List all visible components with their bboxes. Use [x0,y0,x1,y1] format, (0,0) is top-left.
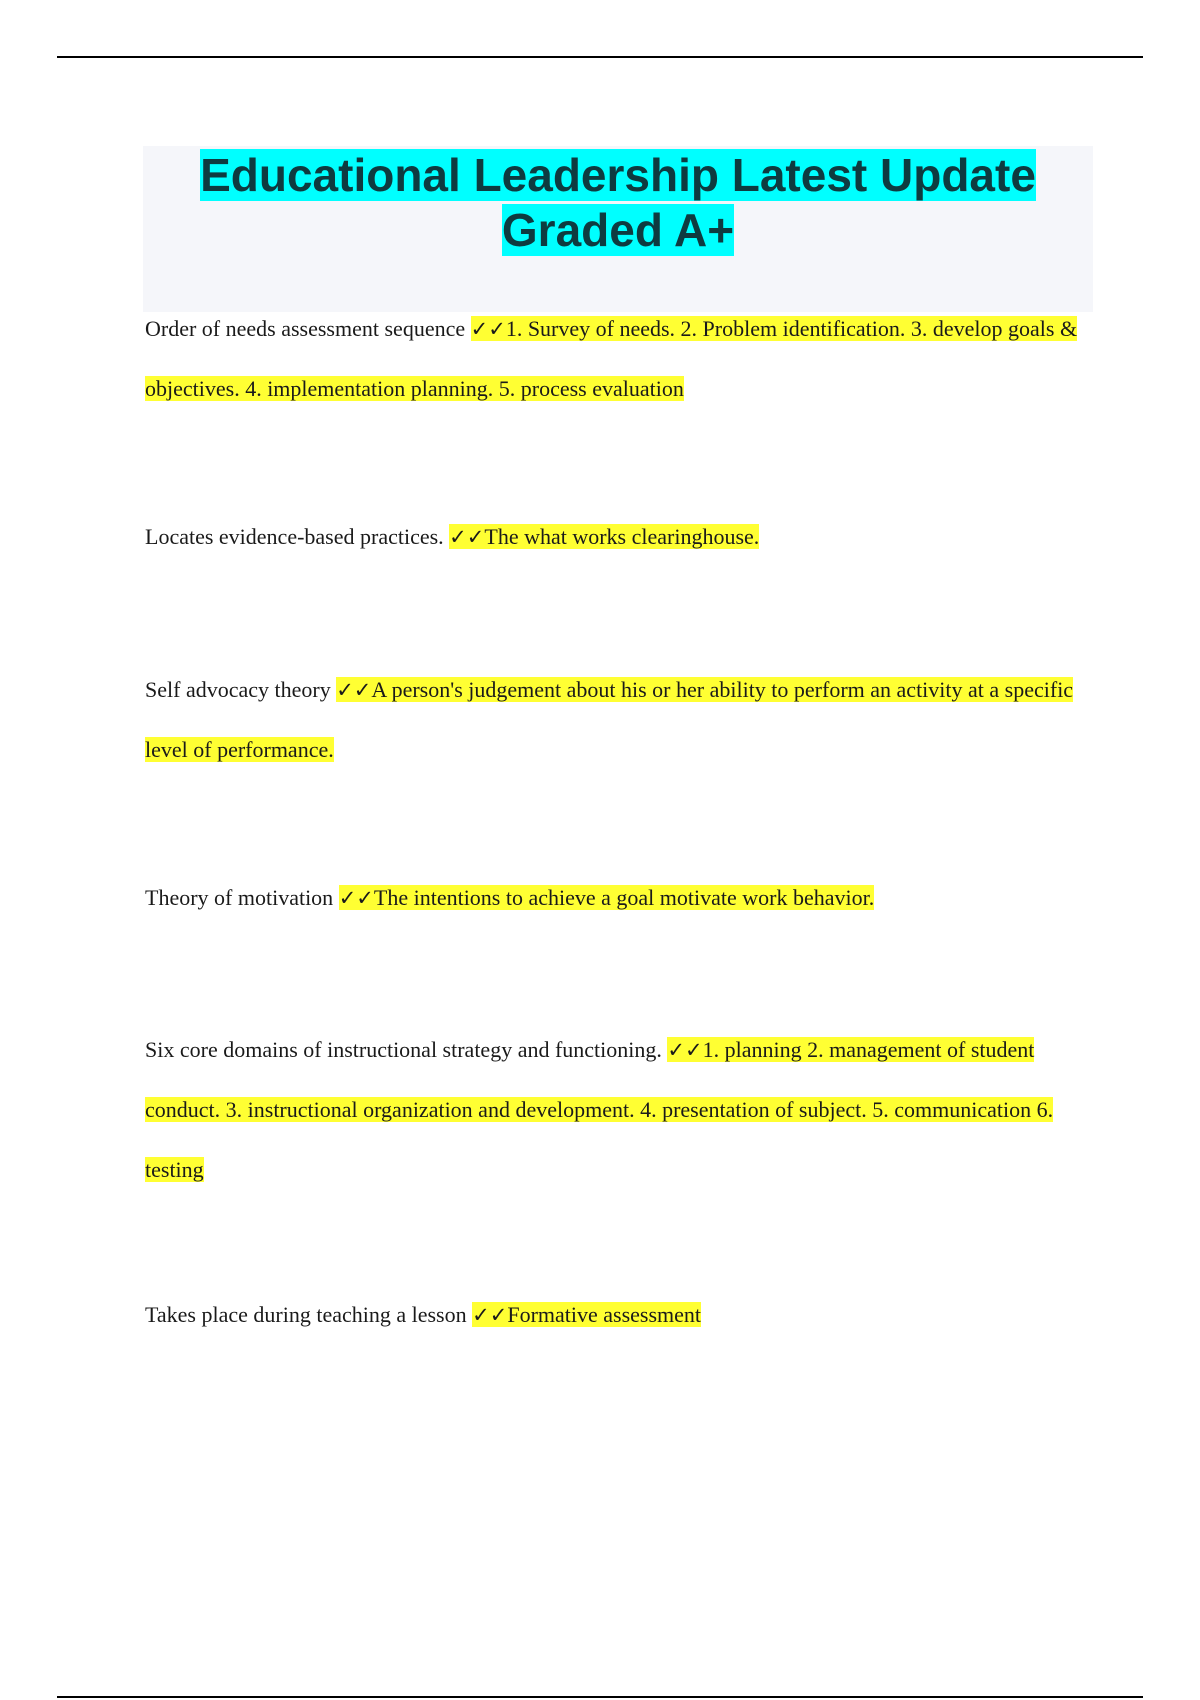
answer-text: 1. Survey of needs. 2. Problem identification. 3. develop goals & objectives. 4. implementation planning. 5. process evaluation [145,316,1078,401]
double-check-icon: ✓✓ [472,1303,508,1327]
title-line-1: Educational Leadership Latest Update [200,149,1036,201]
answer-text: The what works clearinghouse. [484,524,760,549]
double-check-icon: ✓✓ [338,886,374,910]
document-title [143,146,1093,258]
question-text: Takes place during teaching a lesson [145,1302,473,1327]
question-text: Self advocacy theory [145,677,337,702]
qa-item-4 [145,868,1105,928]
answer-highlight [472,1302,701,1327]
question-text: Theory of motivation [145,885,339,910]
qa-item-6 [145,1285,1105,1345]
bottom-rule [57,1696,1143,1698]
answer-text: A person's judgement about his or her ability to perform an activity at a specific level of performance. [145,677,1074,762]
qa-item-3 [145,660,1105,780]
title-line-2: Graded A+ [501,204,735,256]
question-text: Order of needs assessment sequence [145,316,471,341]
qa-item-2 [145,507,1105,567]
title-block [143,146,1093,312]
double-check-icon: ✓✓ [449,525,485,549]
qa-item-1 [145,299,1105,419]
answer-text: Formative assessment [507,1302,702,1327]
double-check-icon: ✓✓ [336,678,372,702]
answer-highlight [449,524,759,549]
double-check-icon: ✓✓ [667,1038,703,1062]
answer-highlight [339,885,875,910]
top-rule [57,56,1143,58]
answer-text: 1. planning 2. management of student conduct. 3. instructional organization and development. 4. presentation of subject. 5. communication 6. testing [145,1037,1054,1182]
question-text: Locates evidence-based practices. [145,524,450,549]
qa-item-5 [145,1020,1105,1200]
answer-text: The intentions to achieve a goal motivate work behavior. [373,885,875,910]
question-text: Six core domains of instructional strategy and functioning. [145,1037,668,1062]
double-check-icon: ✓✓ [470,317,506,341]
